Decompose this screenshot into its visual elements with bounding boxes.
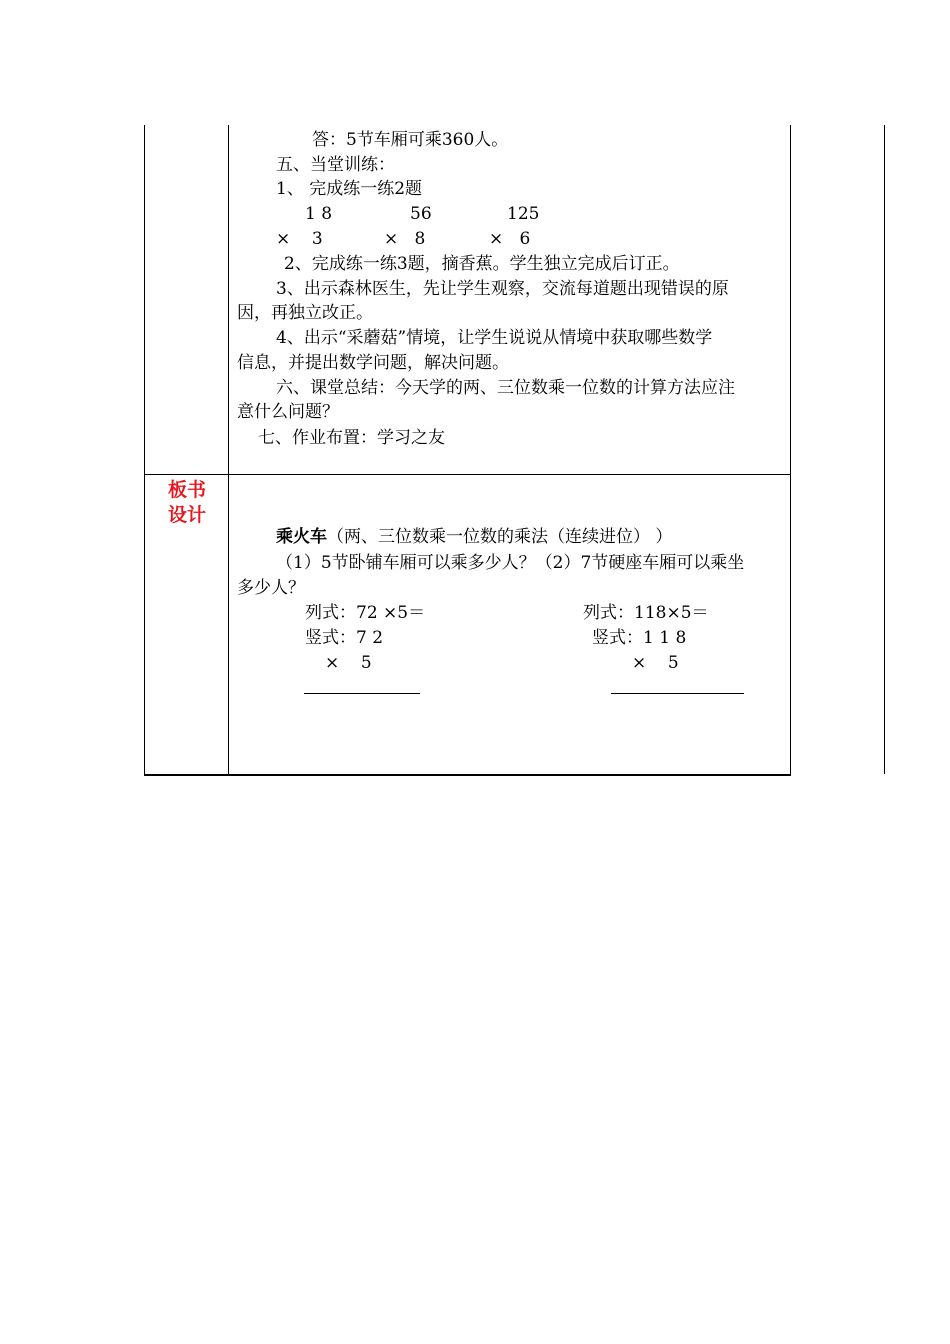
left-calc-vertical-bottom: × 5 [325,653,372,673]
section-7: 七、作业布置：学习之友 [258,428,445,448]
table-row-divider [144,474,791,475]
board-design-label-line-1: 板书 [167,479,206,501]
table-column-divider [228,125,229,776]
exercise-4-line-1: 4、出示“采蘑菇”情境，让学生说说从情境中获取哪些数学 [276,328,713,348]
exercise-3-line-1: 3、出示森林医生，先让学生观察，交流每道题出现错误的原 [276,279,729,299]
left-calc-expression: 列式：72 ×5＝ [305,603,426,623]
table-left-border [144,125,145,776]
table-bottom-border [144,774,791,776]
section-6-line-2: 意什么问题？ [237,402,339,422]
left-calc-vertical-top: 竖式：7 2 [305,628,384,648]
right-calc-vertical-top: 竖式：1 1 8 [592,628,687,648]
exercise-2: 2、完成练一练3题，摘香蕉。学生独立完成后订正。 [284,254,680,274]
page-margin-line [884,125,885,774]
board-question-line-1: （1）5节卧铺车厢可以乘多少人？（2）7节硬座车厢可以乘坐 [276,553,745,573]
section-6-line-1: 六、课堂总结：今天学的两、三位数乘一位数的计算方法应注 [276,378,735,398]
problem-3-bottom: × 6 [489,229,531,249]
problem-1-top: 1 8 [305,204,333,224]
answer-line: 答：5节车厢可乘360人。 [312,130,509,150]
board-title-rest: （两、三位数乘一位数的乘法（连续进位） ） [327,527,673,547]
board-question-line-2: 多少人？ [237,578,305,598]
board-title-bold: 乘火车 [276,527,327,547]
left-calc-underline [304,693,420,694]
exercise-3-line-2: 因，再独立改正。 [237,303,373,323]
exercise-1: 1、 完成练一练2题 [276,179,423,199]
exercise-4-line-2: 信息，并提出数学问题，解决问题。 [237,353,509,373]
table-right-border [790,125,791,776]
right-calc-vertical-bottom: × 5 [632,653,679,673]
problem-2-top: 56 [410,204,432,224]
board-design-label-line-2: 设计 [167,504,206,526]
board-title [276,525,672,549]
right-calc-expression: 列式：118×5＝ [583,603,709,623]
section-5-title: 五、当堂训练： [276,155,395,175]
board-design-label [145,478,229,528]
problem-1-bottom: × 3 [276,229,323,249]
problem-3-top: 125 [507,204,540,224]
problem-2-bottom: × 8 [384,229,426,249]
right-calc-underline [611,693,744,694]
